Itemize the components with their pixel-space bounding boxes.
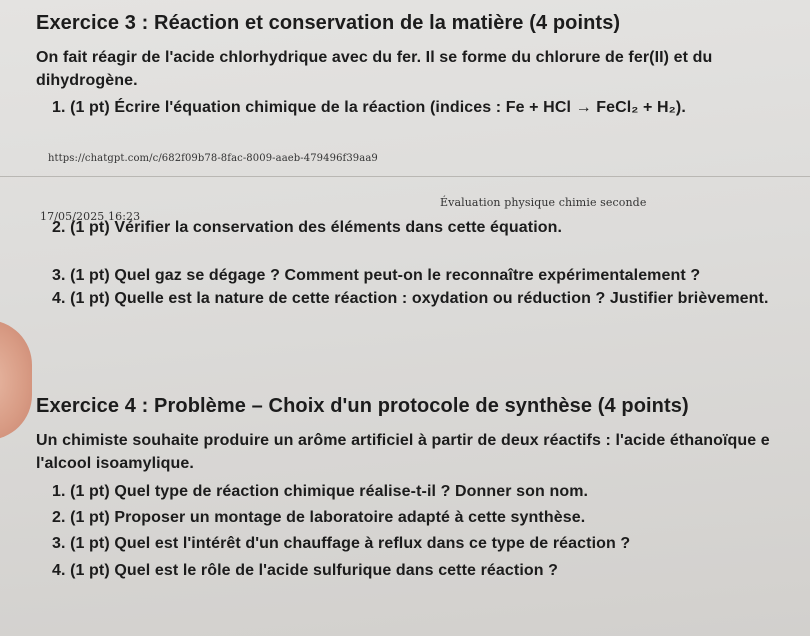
exercise3-intro-line2: dihydrogène. [36,72,138,89]
printed-url: https://chatgpt.com/c/682f09b78-8fac-8009-aaeb-479496f39aa9 [48,153,378,164]
exercise4-question-4: 4. (1 pt) Quel est le rôle de l'acide sulfurique dans cette réaction ? [52,562,559,579]
exercise4-question-2: 2. (1 pt) Proposer un montage de laboratoire adapté à cette synthèse. [52,509,586,526]
exercise3-question-4: 4. (1 pt) Quelle est la nature de cette réaction : oxydation ou réduction ? Justifier brièvement. [52,290,769,307]
finger-in-photo [0,320,32,440]
exercise4-intro-line1: Un chimiste souhaite produire un arôme artificiel à partir de deux réactifs : l'acide éthanoïque e [36,432,770,449]
exercise4-title: Exercice 4 : Problème – Choix d'un protocole de synthèse (4 points) [36,395,689,417]
exercise3-question-3: 3. (1 pt) Quel gaz se dégage ? Comment peut-on le reconnaître expérimentalement ? [52,267,701,284]
exercise4-intro-line2: l'alcool isoamylique. [36,455,194,472]
exercise3-question-2: 2. (1 pt) Vérifier la conservation des éléments dans cette équation. [52,219,563,236]
exercise4-question-3: 3. (1 pt) Quel est l'intérêt d'un chauffage à reflux dans ce type de réaction ? [52,535,631,552]
page-break-divider [0,176,810,177]
exercise3-intro-line1: On fait réagir de l'acide chlorhydrique avec du fer. Il se forme du chlorure de fer(II) et du [36,49,713,66]
print-header-title: Évaluation physique chimie seconde [440,196,647,209]
exercise3-question-1: 1. (1 pt) Écrire l'équation chimique de la réaction (indices : Fe + HCl → FeCl₂ + H₂). [52,99,686,116]
exercise3-title: Exercice 3 : Réaction et conservation de la matière (4 points) [36,12,621,34]
print-date: 17/05/2025 16:23 [40,210,141,223]
exercise4-question-1: 1. (1 pt) Quel type de réaction chimique réalise-t-il ? Donner son nom. [52,483,589,500]
